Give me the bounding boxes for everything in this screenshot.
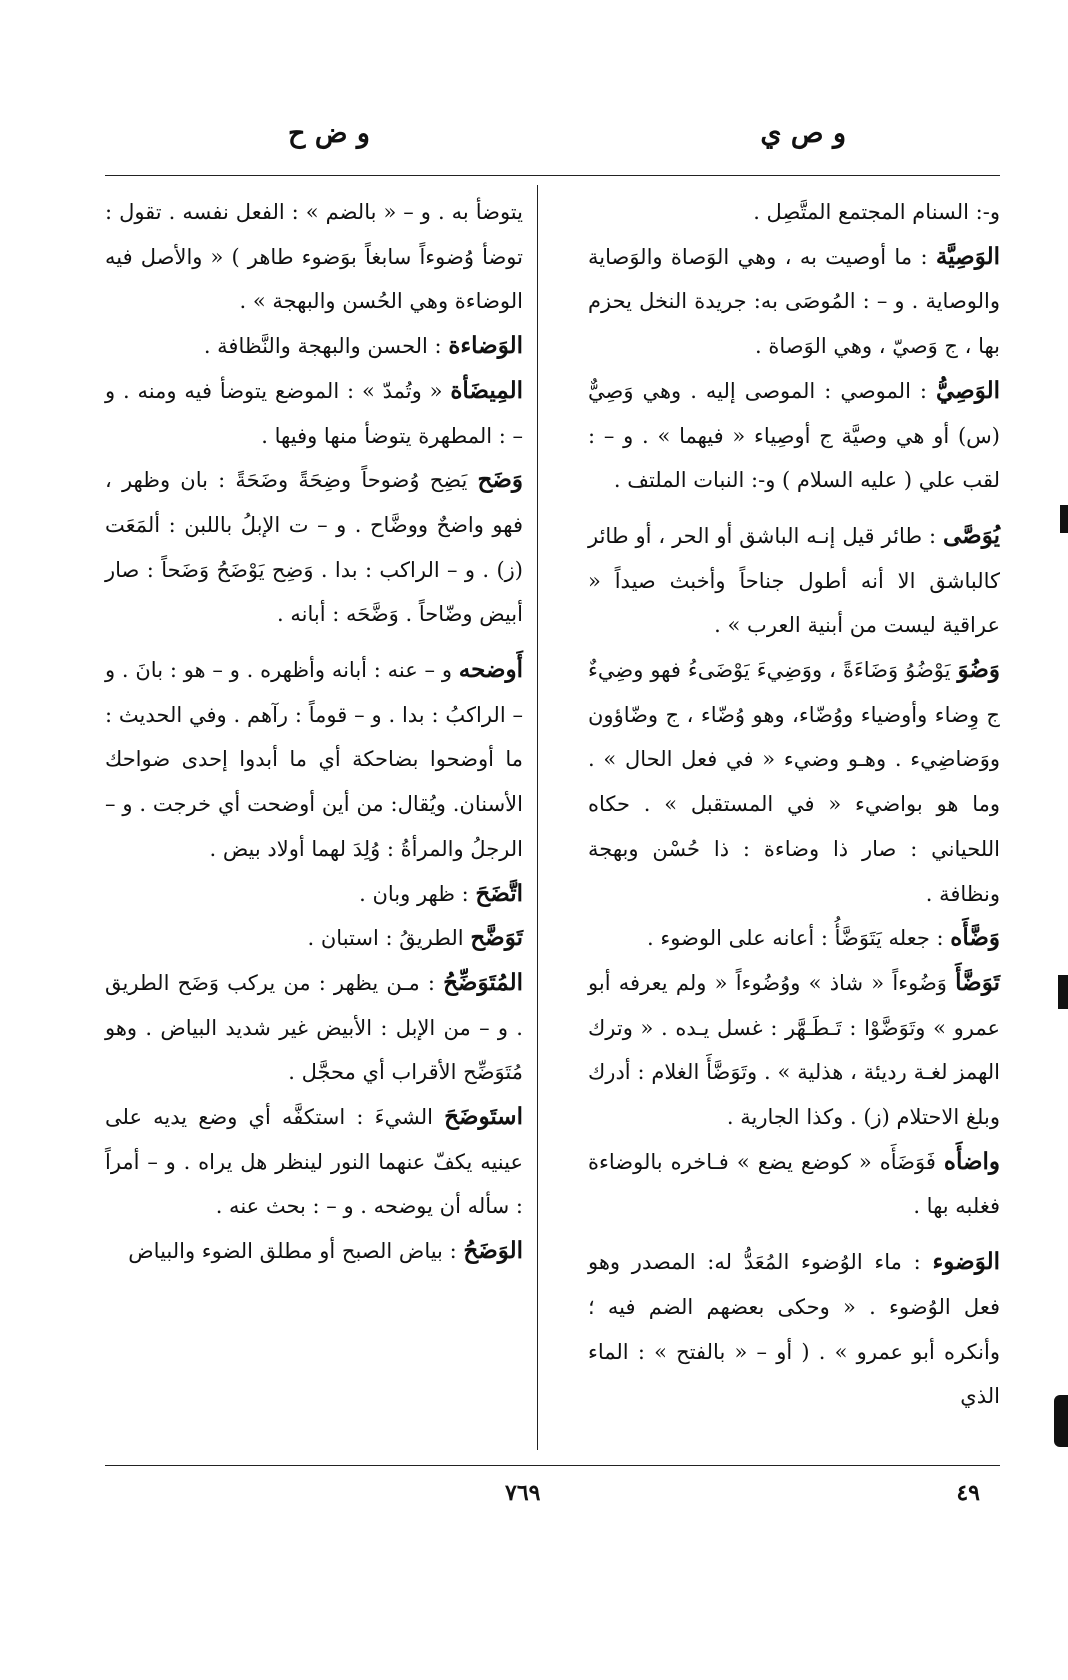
page-number: ٧٦٩ xyxy=(505,1480,541,1506)
entry-text: يتوضأ به . و – « بالضم » : الفعل نفسه . تقول : توضأ وُضوءاً سابغاً بوَضوء طاهر ) « والأصل فيه الوضاءة وهي الحُسن والبهجة » . xyxy=(105,200,523,314)
entry-headword: تَوَضَّأَ xyxy=(955,968,1000,996)
folio-right: ٤٩ xyxy=(956,1480,980,1506)
entry-text: يَوْضُوُ وَضَاءَةً ، ووَضِيءَ يَوْضَىءُ فهو وضِيءٌ ج وِضاء وأوضياء ووُضّاء، وهو وُضّاء ، ج وضّاؤون ووَضاضِيء . وهـو وضيء « في فعل الحال » . وما هو بواضيء « في المستقبل » . حكاه اللحياني : صار ذا وضاءة : ذا حُسْن وبهجة ونظافة . xyxy=(588,658,1000,906)
entry xyxy=(105,648,523,872)
entry-headword: وَضَح xyxy=(477,466,523,494)
entry xyxy=(105,458,523,637)
entry-headword: يُوَصَّى xyxy=(943,521,1000,549)
entry xyxy=(588,648,1000,916)
entry xyxy=(105,1095,523,1229)
entry-headword: استَوضَحَ xyxy=(444,1103,523,1131)
entry-text: : ظهر وبان . xyxy=(359,881,469,906)
entry-text: : ماء الوُضوء المُعَدُّ له: المصدر وهو فعل الوُضوء . « وحكى بعضهم الضم فيه ؛ وأنكره أبو عمرو » . ( أو – « بالفتح » : الماء الذي xyxy=(588,1250,1000,1409)
entry-headword: الوَصِيَّة xyxy=(935,242,1000,270)
scan-edge-mark xyxy=(1060,505,1068,533)
entry xyxy=(105,190,523,324)
entry-text: و – عنه : أبانه وأظهره . و – هو : بانَ . و – الراكبُ : بدا . و – قوماً : رآهم . وفي الحديث : ما أوضحوا بضاحكة أي ما أبدوا إحدى ضواحك الأسنان. ويُقال: من أين أوضحت أي خرجت . و – الرجلُ والمرأةُ : وُلِدَ لهما أولاد بيض . xyxy=(105,658,523,861)
entry-headword: وَضَّأَه xyxy=(950,924,1000,952)
entry-headword: المُتَوَضِّحُ xyxy=(443,968,523,996)
entry-text: : الموصي : الموصى إليه . وهي وَصِيٌّ (س) أو هي وصيَّة ج أوصِياء « فيهما » . و – : لقب علي ( عليه السلام ) و-: النبات الملتف . xyxy=(588,378,1000,493)
entry-text: الطريقُ : استبان . xyxy=(307,926,464,951)
header-rule xyxy=(105,175,1000,176)
entry-headword: الوَضَحُ xyxy=(463,1237,523,1265)
entry-headword: الوَضوء xyxy=(932,1248,1000,1276)
entry-text: الشيءَ : استكفَّه أي وضع يديه على عينيه يكفّ عنهما النور لينظر هل يراه . و – أمراً : سأله أن يوضحه . و – : بحث عنه . xyxy=(105,1105,523,1219)
entry xyxy=(588,961,1000,1140)
entry xyxy=(105,324,523,369)
entry xyxy=(105,1229,523,1274)
entry-headword: واضأَه xyxy=(943,1147,1000,1175)
running-header-left: و ض ح xyxy=(288,118,370,149)
entry-text: فَوَضَأَه « كوضع يضع » فـاخره بالوضاءة فغلبه بها . xyxy=(588,1149,1000,1219)
entry-headword: اتَّضَحَ xyxy=(475,879,523,907)
entry xyxy=(105,369,523,458)
scan-edge-mark xyxy=(1058,975,1068,1009)
entry xyxy=(105,872,523,917)
column-divider xyxy=(537,185,538,1450)
entry-headword: وَضُوَ xyxy=(957,656,1000,684)
entry-text: وَضُوءاً « شاذ » ووُضُوءاً « ولم يعرفه أبو عمرو » وتَوَضَّوْا : تَـطَـهَّر : غسل يـده . « وترك الهمز لغـة رديئة ، هذلية » . وتَوَضَّأَ الغلام : أدرك وبلغ الاحتلام (ز) . وكذا الجارية . xyxy=(588,970,1000,1130)
entry xyxy=(588,1240,1000,1419)
footer-rule xyxy=(105,1465,1000,1466)
entry-text: و-: السنام المجتمع المتَّصِل . xyxy=(753,200,1000,224)
entry-headword: تَوَضَّح xyxy=(470,924,523,952)
entry xyxy=(588,1140,1000,1229)
right-column xyxy=(588,190,1000,1419)
entry-text: : طائر قيل إنـه الباشق أو الحر ، أو طائر كالباشق الا أنه أطول جناحاً وأخبث صيداً « عراقية ليست من أبنية العرب » . xyxy=(588,523,1000,638)
entry xyxy=(588,235,1000,369)
entry-headword: المِيضَأة xyxy=(450,376,523,404)
left-column xyxy=(105,190,523,1274)
entry-text: « وتُمدّ » : الموضع يتوضأ فيه ومنه . و – : المطهرة يتوضأ منها وفيها . xyxy=(105,378,523,448)
entry xyxy=(588,369,1000,503)
entry-text: : بياض الصبح أو مطلق الضوء والبياض xyxy=(128,1239,457,1264)
entry-text: : الحسن والبهجة والنَّظافة . xyxy=(203,334,442,359)
entry-text: : مـن يظهر : من يركب وَضَح الطريق . و – من الإبل : الأبيض غير شديد البياض . وهو مُتَوَضِّح الأقراب أي محجَّل . xyxy=(105,970,523,1085)
entry-text: : ما أوصيت به ، وهي الوَصاة والوَصاية والوصاية . و – : المُوصَى به: جريدة النخل يحزم بها ، ج وَصيّ ، وهي الوَصاة . xyxy=(588,244,1000,359)
entry-headword: أَوضحه xyxy=(458,656,523,684)
entry-text: يَضِح وُضوحاً وضِحَةً وضَحَةً : بان وظهر ، فهو واضحٌ ووضَّاح . و – ت الإبلُ باللبن : ألمَعَت (ز) . و – الراكب : بدا . وَضِح يَوْضَحُ وَضَحاً : صار أبيض وضّاحاً . وَضَّحَه : أبانه . xyxy=(105,468,523,627)
entry xyxy=(588,916,1000,961)
entry-headword: الوَصِيُّ xyxy=(936,376,1000,404)
entry-text: : جعله يَتَوَضَّأُ : أعانه على الوضوء . xyxy=(646,926,944,951)
entry xyxy=(588,514,1000,648)
scan-edge-mark xyxy=(1054,1395,1068,1447)
entry xyxy=(105,916,523,961)
entry xyxy=(105,961,523,1095)
running-header-right: و ص ي xyxy=(760,118,846,149)
entry xyxy=(588,190,1000,235)
entry-headword: الوَضاءة xyxy=(448,332,523,360)
